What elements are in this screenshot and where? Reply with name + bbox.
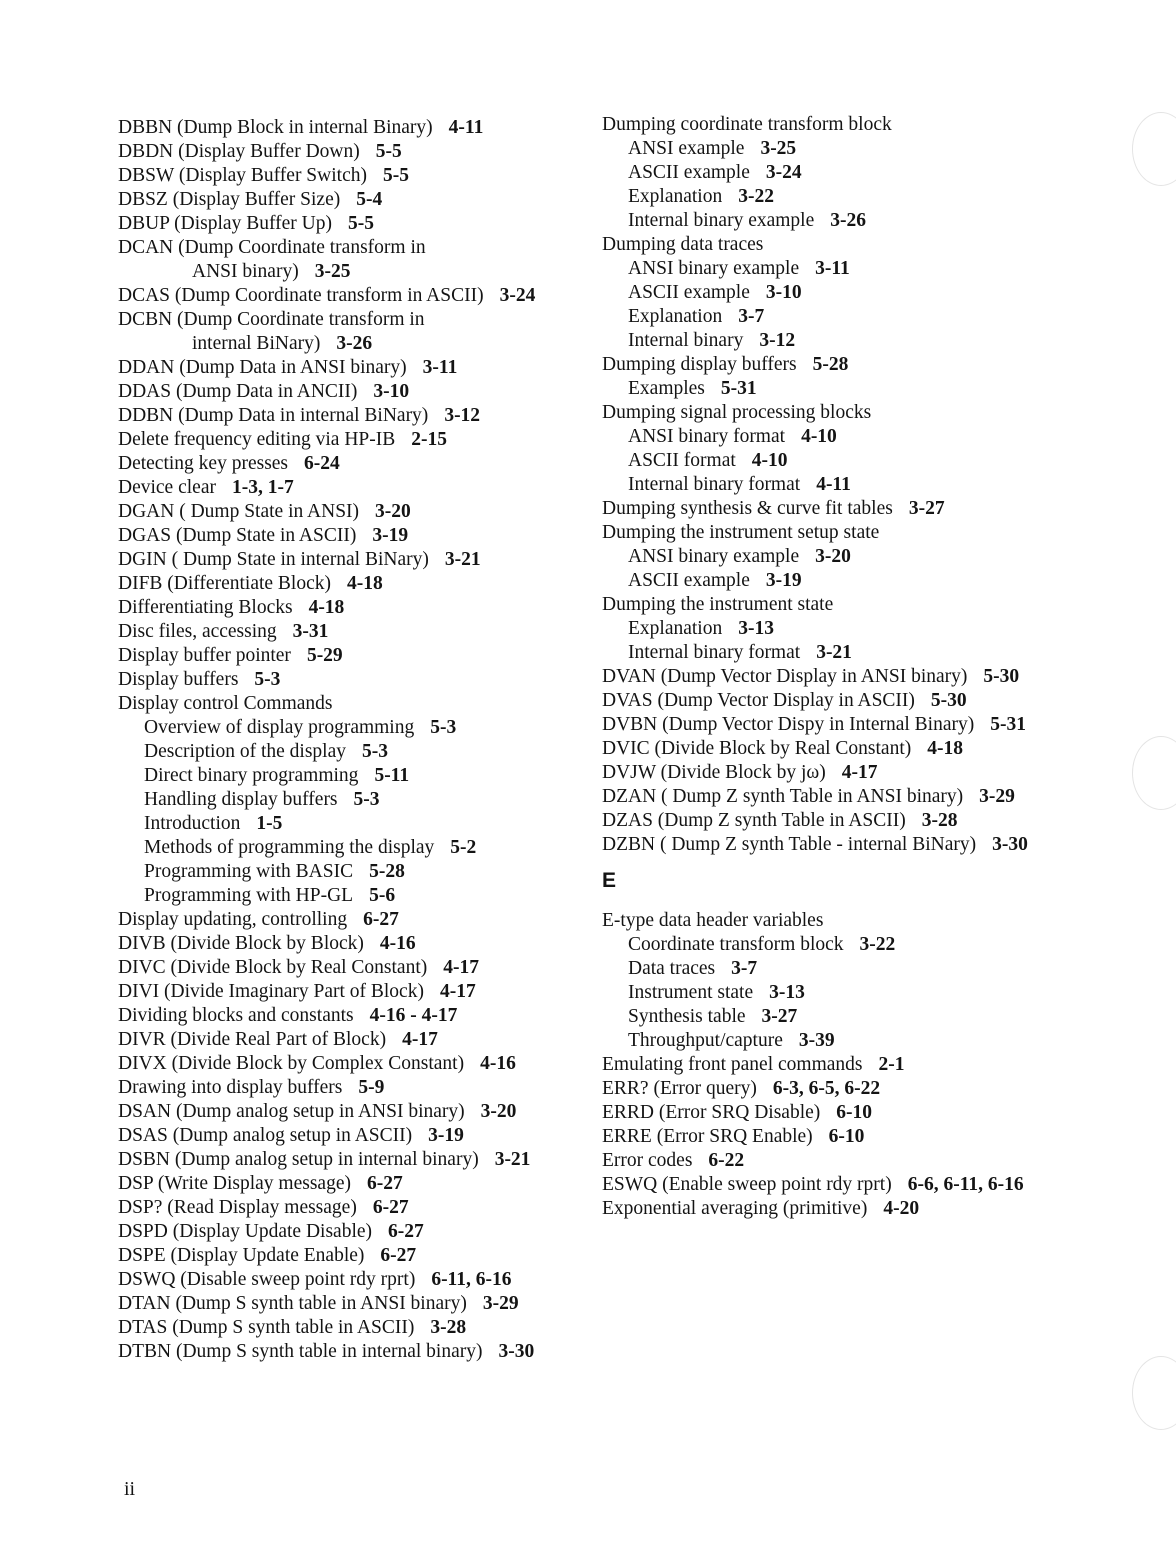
page-reference: 5-9 [358, 1077, 385, 1098]
index-term: DIVC (Divide Block by Real Constant) [118, 957, 428, 978]
index-term: ERR? (Error query) [602, 1078, 757, 1099]
index-entry [602, 1053, 1072, 1077]
index-entry [602, 785, 1072, 809]
index-entry [118, 620, 588, 644]
index-entry [118, 1196, 588, 1220]
index-entry [118, 236, 588, 260]
page-reference: 3-19 [372, 525, 409, 546]
index-term: Display buffer pointer [118, 645, 291, 666]
index-term: Programming with HP-GL [144, 885, 354, 906]
index-term: Dumping coordinate transform block [602, 114, 892, 135]
index-term: DSP? (Read Display message) [118, 1197, 357, 1218]
index-entry [602, 185, 1072, 209]
index-entry [602, 449, 1072, 473]
index-entry [602, 1029, 1072, 1053]
index-term: ANSI example [628, 138, 745, 159]
page-reference: 3-30 [992, 834, 1028, 855]
page-reference: 3-19 [428, 1125, 464, 1146]
page-reference: 4-10 [801, 426, 837, 447]
page-reference: 4-10 [751, 450, 788, 471]
index-entry [602, 569, 1072, 593]
index-term: DVIC (Divide Block by Real Constant) [602, 738, 912, 759]
index-term: ASCII example [628, 570, 750, 591]
index-term: E-type data header variables [602, 910, 824, 931]
page-reference: 3-26 [830, 210, 866, 231]
index-term: ESWQ (Enable sweep point rdy rprt) [602, 1174, 892, 1195]
index-entry [602, 593, 1072, 617]
index-entry [602, 833, 1072, 857]
index-term: Data traces [628, 958, 716, 979]
page-reference: 5-3 [362, 741, 388, 762]
index-term: Dumping data traces [602, 234, 764, 255]
index-term: Exponential averaging (primitive) [602, 1198, 868, 1219]
index-term: DBDN (Display Buffer Down) [118, 141, 360, 162]
page-reference: 3-22 [859, 934, 896, 955]
page-number: ii [124, 1478, 136, 1500]
index-term: Explanation [628, 306, 723, 327]
index-entry [602, 761, 1072, 785]
page-reference: 6-24 [304, 453, 340, 474]
index-entry [602, 209, 1072, 233]
index-entry [118, 1268, 588, 1292]
index-term: DIVB (Divide Block by Block) [118, 933, 364, 954]
page-reference: 2-1 [878, 1054, 905, 1075]
index-term: DDAS (Dump Data in ANCII) [118, 381, 358, 402]
index-entry [118, 908, 588, 932]
index-term: DVJW (Divide Block by jω) [602, 762, 826, 783]
page-reference: 6-27 [367, 1173, 403, 1194]
index-term: ASCII format [628, 450, 736, 471]
index-term: DSAN (Dump analog setup in ANSI binary) [118, 1101, 465, 1122]
index-column-left [118, 116, 588, 1364]
index-entry [118, 644, 588, 668]
page-reference: 4-17 [443, 957, 479, 978]
page-reference: 4-11 [816, 474, 851, 495]
index-term: Dumping display buffers [602, 354, 797, 375]
index-entry [602, 521, 1072, 545]
page-reference: 5-5 [375, 141, 402, 162]
index-term: DIFB (Differentiate Block) [118, 573, 331, 594]
index-entry [118, 164, 588, 188]
page-reference: 4-16 - 4-17 [369, 1005, 458, 1026]
index-entry [118, 812, 588, 836]
index-entry [602, 281, 1072, 305]
page-reference: 3-12 [759, 330, 796, 351]
page-reference: 5-29 [306, 645, 343, 666]
index-term: Disc files, accessing [118, 621, 277, 642]
index-term: DZAS (Dump Z synth Table in ASCII) [602, 810, 906, 831]
index-entry [118, 1292, 588, 1316]
index-entry [118, 140, 588, 164]
index-entry [118, 1148, 588, 1172]
binder-hole-top [1132, 112, 1176, 186]
page-reference: 4-18 [308, 597, 345, 618]
index-term: DGIN ( Dump State in internal BiNary) [118, 549, 429, 570]
page-reference: 2-15 [411, 429, 447, 450]
page-reference: 3-11 [815, 258, 850, 279]
index-term: Delete frequency editing via HP-IB [118, 429, 396, 450]
page-reference: 3-11 [422, 357, 458, 378]
index-entry [118, 860, 588, 884]
index-column-right [602, 113, 1072, 1221]
index-term: DSAS (Dump analog setup in ASCII) [118, 1125, 413, 1146]
index-entry [118, 980, 588, 1004]
index-term: Device clear [118, 477, 216, 498]
page-reference: 1-3, 1-7 [231, 477, 294, 498]
index-term: DSPD (Display Update Disable) [118, 1221, 373, 1242]
index-entry [602, 377, 1072, 401]
page-reference: 4-16 [379, 933, 416, 954]
index-term: ANSI binary format [628, 426, 786, 447]
index-entry [602, 401, 1072, 425]
index-entry [602, 1149, 1072, 1173]
index-entry [118, 308, 588, 332]
index-entry [118, 380, 588, 404]
page-reference: 4-11 [448, 117, 484, 138]
index-term: Emulating front panel commands [602, 1054, 863, 1075]
page-reference: 5-30 [930, 690, 967, 711]
page-reference: 5-31 [990, 714, 1026, 735]
index-term: Dividing blocks and constants [118, 1005, 354, 1026]
index-term: Instrument state [628, 982, 754, 1003]
index-entry [118, 1052, 588, 1076]
index-term: Overview of display programming [144, 717, 415, 738]
index-entry [118, 212, 588, 236]
index-entry [118, 188, 588, 212]
index-term: DVBN (Dump Vector Dispy in Internal Binary) [602, 714, 975, 735]
index-entry [118, 956, 588, 980]
page-reference: 3-29 [482, 1293, 519, 1314]
page-reference: 5-28 [812, 354, 849, 375]
index-term: Throughput/capture [628, 1030, 783, 1051]
index-term: Description of the display [144, 741, 346, 762]
index-list-e [602, 909, 1072, 1221]
index-term: DBUP (Display Buffer Up) [118, 213, 332, 234]
index-entry [602, 1173, 1072, 1197]
index-term: ANSI binary example [628, 546, 800, 567]
index-entry [602, 737, 1072, 761]
index-entry [602, 113, 1072, 137]
index-entry [118, 1076, 588, 1100]
index-entry [602, 233, 1072, 257]
page-reference: 3-28 [921, 810, 958, 831]
index-entry [118, 1172, 588, 1196]
index-entry [602, 329, 1072, 353]
index-entry [118, 1100, 588, 1124]
page-reference: 5-3 [353, 789, 380, 810]
index-term: Dumping synthesis & curve fit tables [602, 498, 893, 519]
index-entry [602, 353, 1072, 377]
index-term: DVAN (Dump Vector Display in ANSI binary) [602, 666, 968, 687]
index-term: DCAN (Dump Coordinate transform in [118, 237, 426, 258]
page-reference: 6-27 [372, 1197, 409, 1218]
index-term: Synthesis table [628, 1006, 746, 1027]
page-reference: 3-19 [765, 570, 802, 591]
index-entry [602, 257, 1072, 281]
page-reference: 3-28 [430, 1317, 467, 1338]
page-reference: 3-20 [480, 1101, 517, 1122]
page-reference: 5-31 [720, 378, 757, 399]
index-term: Internal binary format [628, 474, 801, 495]
index-term: DGAS (Dump State in ASCII) [118, 525, 357, 546]
index-term: DVAS (Dump Vector Display in ASCII) [602, 690, 915, 711]
index-entry [118, 596, 588, 620]
page-reference: 3-39 [798, 1030, 835, 1051]
index-term: DSPE (Display Update Enable) [118, 1245, 365, 1266]
index-term: Internal binary [628, 330, 744, 351]
page-reference: 3-27 [908, 498, 945, 519]
index-entry [118, 116, 588, 140]
index-entry [118, 884, 588, 908]
index-list-d-continued [602, 113, 1072, 857]
index-entry [118, 476, 588, 500]
index-term: Display updating, controlling [118, 909, 348, 930]
index-entry [118, 428, 588, 452]
page-reference: 3-12 [444, 405, 481, 426]
index-entry [602, 1197, 1072, 1221]
page-reference: 5-5 [382, 165, 409, 186]
index-entry [602, 809, 1072, 833]
page-reference: 3-10 [373, 381, 410, 402]
index-term: Internal binary format [628, 642, 801, 663]
index-entry [602, 1101, 1072, 1125]
index-term: Direct binary programming [144, 765, 359, 786]
index-term: Differentiating Blocks [118, 597, 293, 618]
page-reference: 3-24 [765, 162, 802, 183]
page-reference: 3-30 [498, 1341, 535, 1362]
index-entry [118, 500, 588, 524]
index-entry [602, 689, 1072, 713]
index-term: DBSZ (Display Buffer Size) [118, 189, 341, 210]
page-reference: 3-24 [499, 285, 536, 306]
index-entry [602, 305, 1072, 329]
page-reference: 5-2 [450, 837, 477, 858]
index-term: DCBN (Dump Coordinate transform in [118, 309, 425, 330]
index-term: ERRE (Error SRQ Enable) [602, 1126, 813, 1147]
index-entry [118, 1028, 588, 1052]
page-reference: 5-3 [430, 717, 457, 738]
index-entry [118, 284, 588, 308]
binder-hole-middle [1132, 736, 1176, 810]
page-reference: 3-20 [375, 501, 411, 522]
index-entry [602, 617, 1072, 641]
page-reference: 3-31 [292, 621, 329, 642]
index-term: ANSI binary) [192, 261, 299, 282]
index-term: DDAN (Dump Data in ANSI binary) [118, 357, 407, 378]
index-entry [602, 665, 1072, 689]
page-reference: 6-27 [380, 1245, 417, 1266]
index-entry [118, 452, 588, 476]
index-entry [602, 933, 1072, 957]
index-term: Introduction [144, 813, 241, 834]
index-term: Display buffers [118, 669, 239, 690]
page-reference: 5-11 [374, 765, 410, 786]
index-entry [118, 1316, 588, 1340]
page-reference: 6-11, 6-16 [431, 1269, 512, 1290]
index-term: DSP (Write Display message) [118, 1173, 351, 1194]
index-entry [118, 740, 588, 764]
index-entry [118, 404, 588, 428]
index-term: DIVR (Divide Real Part of Block) [118, 1029, 387, 1050]
index-entry [118, 692, 588, 716]
page-reference: 4-18 [927, 738, 963, 759]
page-reference: 3-10 [765, 282, 802, 303]
index-term: DIVI (Divide Imaginary Part of Block) [118, 981, 424, 1002]
index-term: ASCII example [628, 282, 750, 303]
index-entry [602, 425, 1072, 449]
index-entry [118, 548, 588, 572]
index-term: Examples [628, 378, 705, 399]
index-entry [602, 981, 1072, 1005]
index-entry [118, 1004, 588, 1028]
page-reference: 3-20 [815, 546, 851, 567]
page-reference: 5-3 [254, 669, 281, 690]
page-reference: 3-22 [738, 186, 774, 207]
index-entry [118, 572, 588, 596]
page-reference: 3-13 [769, 982, 805, 1003]
index-term: Coordinate transform block [628, 934, 844, 955]
index-entry [602, 957, 1072, 981]
index-entry [602, 713, 1072, 737]
page-reference: 3-21 [494, 1149, 531, 1170]
page-reference: 6-10 [828, 1126, 865, 1147]
index-term: DGAN ( Dump State in ANSI) [118, 501, 360, 522]
page-reference: 6-3, 6-5, 6-22 [772, 1078, 881, 1099]
page-reference: 5-5 [347, 213, 374, 234]
page-reference: 5-4 [356, 189, 383, 210]
page-reference: 4-17 [402, 1029, 438, 1050]
index-term: DSBN (Dump analog setup in internal binary) [118, 1149, 479, 1170]
index-entry [118, 524, 588, 548]
index-entry [118, 788, 588, 812]
page-reference: 4-16 [480, 1053, 516, 1074]
index-entry [118, 356, 588, 380]
index-term: internal BiNary) [192, 333, 321, 354]
index-entry [602, 473, 1072, 497]
index-term: ERRD (Error SRQ Disable) [602, 1102, 821, 1123]
page-reference: 5-30 [983, 666, 1020, 687]
page-reference: 4-17 [841, 762, 878, 783]
index-term: Drawing into display buffers [118, 1077, 343, 1098]
index-entry [118, 260, 588, 284]
index-entry [118, 764, 588, 788]
index-term: Handling display buffers [144, 789, 338, 810]
page-reference: 6-27 [363, 909, 399, 930]
index-term: Dumping signal processing blocks [602, 402, 872, 423]
index-term: DZBN ( Dump Z synth Table - internal BiNary) [602, 834, 977, 855]
page-reference: 3-27 [761, 1006, 798, 1027]
page-reference: 3-13 [738, 618, 774, 639]
index-term: DZAN ( Dump Z synth Table in ANSI binary) [602, 786, 964, 807]
page-reference: 6-27 [388, 1221, 424, 1242]
page-reference: 3-21 [444, 549, 481, 570]
index-term: Error codes [602, 1150, 693, 1171]
page-reference: 3-25 [314, 261, 351, 282]
page-reference: 4-18 [347, 573, 383, 594]
page-reference: 6-22 [708, 1150, 745, 1171]
page-reference: 4-20 [883, 1198, 920, 1219]
index-term: ANSI binary example [628, 258, 800, 279]
index-entry [602, 1125, 1072, 1149]
index-term: DBSW (Display Buffer Switch) [118, 165, 367, 186]
index-term: DCAS (Dump Coordinate transform in ASCII) [118, 285, 484, 306]
page-reference: 3-25 [760, 138, 797, 159]
index-entry [602, 641, 1072, 665]
index-entry [118, 932, 588, 956]
index-entry [602, 545, 1072, 569]
page-reference: 4-17 [439, 981, 476, 1002]
index-term: Dumping the instrument setup state [602, 522, 880, 543]
index-entry [602, 1077, 1072, 1101]
index-term: DSWQ (Disable sweep point rdy rprt) [118, 1269, 416, 1290]
page-reference: 1-5 [256, 813, 283, 834]
index-term: Programming with BASIC [144, 861, 354, 882]
index-entry [118, 716, 588, 740]
page-reference: 5-6 [369, 885, 396, 906]
binder-hole-bottom [1132, 1356, 1176, 1430]
index-entry [118, 1220, 588, 1244]
index-entry [118, 1124, 588, 1148]
index-term: DBBN (Dump Block in internal Binary) [118, 117, 433, 138]
page-reference: 3-7 [738, 306, 765, 327]
page-reference: 6-6, 6-11, 6-16 [907, 1174, 1024, 1195]
index-entry [118, 1340, 588, 1364]
page-reference: 5-28 [369, 861, 405, 882]
index-term: DDBN (Dump Data in internal BiNary) [118, 405, 429, 426]
index-term: Methods of programming the display [144, 837, 435, 858]
index-term: DTBN (Dump S synth table in internal binary) [118, 1341, 483, 1362]
index-term: Explanation [628, 618, 723, 639]
index-term: Explanation [628, 186, 723, 207]
index-term: Detecting key presses [118, 453, 289, 474]
index-entry [118, 1244, 588, 1268]
index-term: Display control Commands [118, 693, 333, 714]
index-entry [118, 668, 588, 692]
index-entry [118, 836, 588, 860]
index-term: Dumping the instrument state [602, 594, 834, 615]
index-entry [602, 137, 1072, 161]
page-reference: 3-21 [816, 642, 852, 663]
page-reference: 3-29 [979, 786, 1015, 807]
page-reference: 6-10 [836, 1102, 873, 1123]
index-entry [602, 161, 1072, 185]
index-term: DIVX (Divide Block by Complex Constant) [118, 1053, 465, 1074]
index-entry [602, 909, 1072, 933]
index-entry [602, 1005, 1072, 1029]
index-entry [118, 332, 588, 356]
section-heading-e: E [602, 869, 617, 892]
index-term: DTAN (Dump S synth table in ANSI binary) [118, 1293, 467, 1314]
index-entry [602, 497, 1072, 521]
index-term: DTAS (Dump S synth table in ASCII) [118, 1317, 415, 1338]
index-term: ASCII example [628, 162, 750, 183]
page-reference: 3-26 [336, 333, 373, 354]
page-reference: 3-7 [731, 958, 758, 979]
index-term: Internal binary example [628, 210, 815, 231]
